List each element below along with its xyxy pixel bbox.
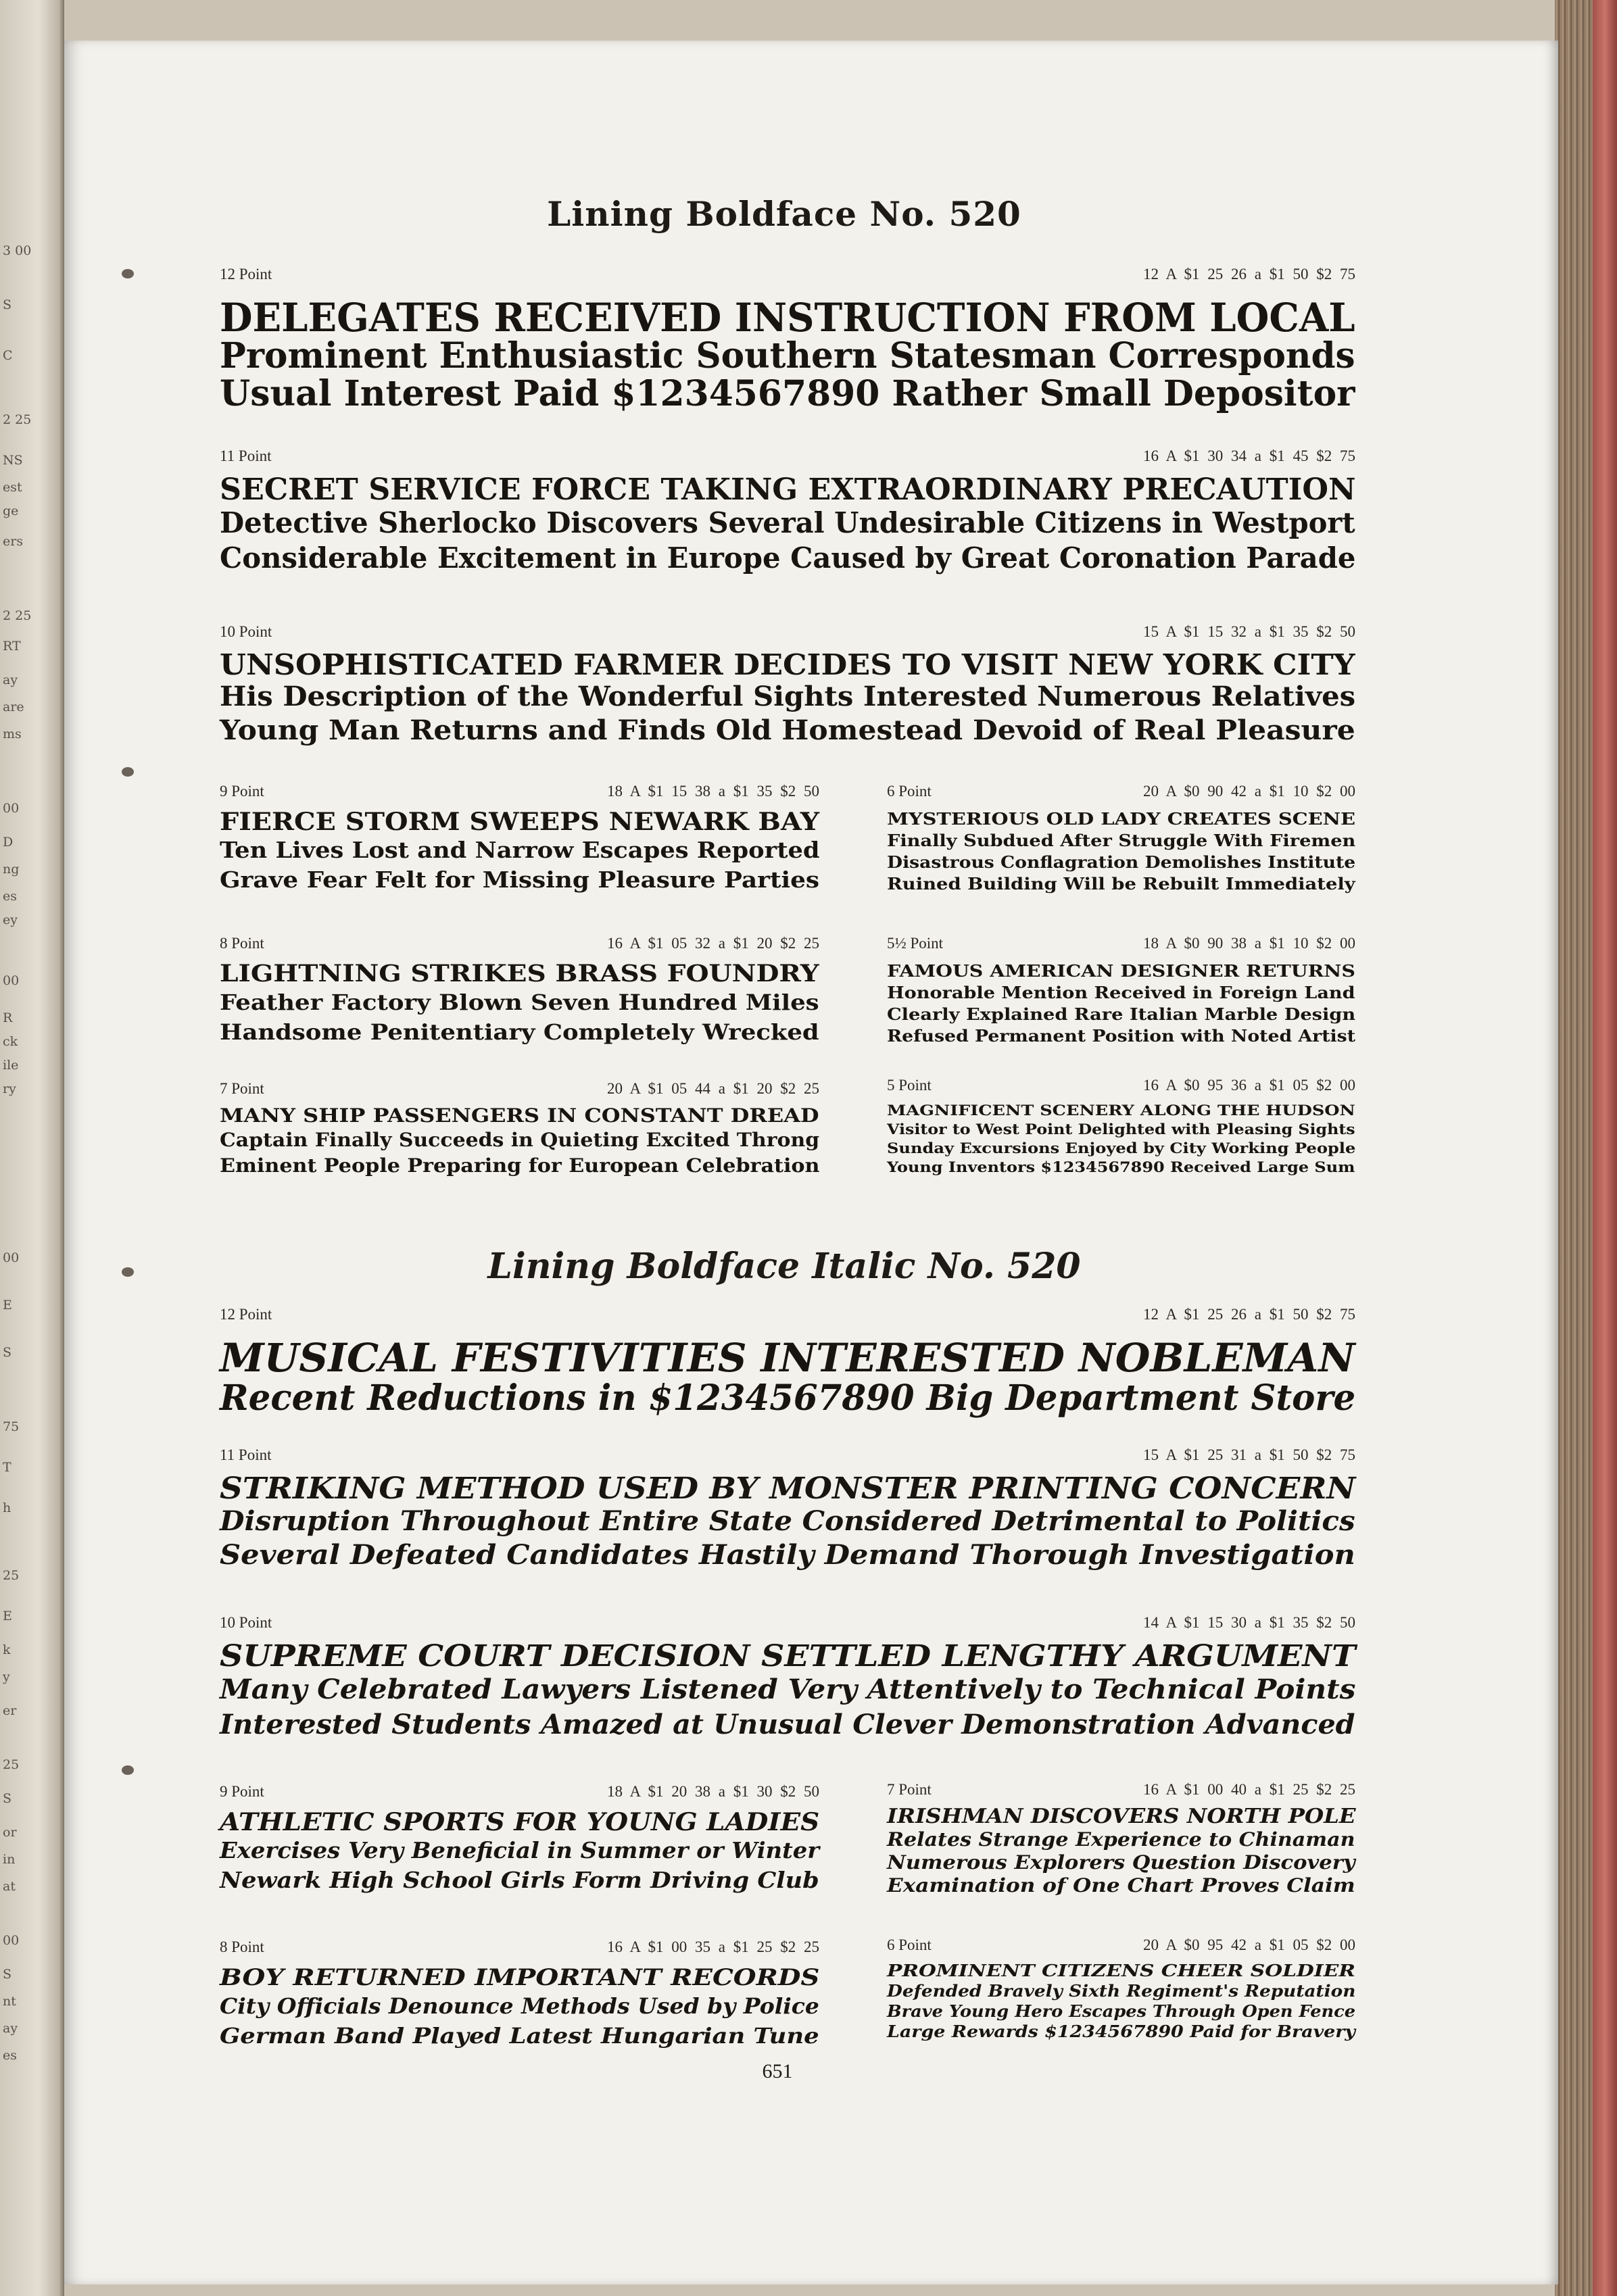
specimen-headline: LIGHTNING STRIKES BRASS FOUNDRY xyxy=(220,960,819,987)
margin-fragment: S xyxy=(3,1791,12,1806)
margin-fragment: es xyxy=(3,889,17,904)
margin-fragment: 00 xyxy=(3,973,20,988)
margin-fragment: es xyxy=(3,2048,17,2063)
price-label: 16 A $1 05 32 a $1 20 $2 25 xyxy=(606,935,819,952)
point-size-label: 10 Point xyxy=(220,1614,272,1631)
margin-fragment: ry xyxy=(3,1081,16,1096)
margin-fragment: ms xyxy=(3,727,22,741)
point-size-label: 12 Point xyxy=(220,266,272,283)
point-size-label: 7 Point xyxy=(220,1080,264,1097)
margin-fragment: D xyxy=(3,835,14,850)
specimen-line: Ruined Building Will be Rebuilt Immediately xyxy=(887,874,1355,894)
margin-fragment: 75 xyxy=(3,1419,20,1434)
specimen-line: Handsome Penitentiary Completely Wrecked xyxy=(220,1019,819,1045)
margin-fragment: RT xyxy=(3,639,21,654)
margin-fragment: y xyxy=(3,1669,10,1684)
margin-fragment: est xyxy=(3,480,22,495)
specimen-headline: BOY RETURNED IMPORTANT RECORDS xyxy=(220,1964,820,1991)
specimen-line: Grave Fear Felt for Missing Pleasure Parties xyxy=(220,866,820,893)
specimen-line: Examination of One Chart Proves Claim xyxy=(887,1874,1355,1897)
specimen-line: Exercises Very Beneficial in Summer or Winter xyxy=(220,1837,820,1863)
margin-fragment: R xyxy=(3,1010,13,1025)
margin-fragment: ng xyxy=(3,862,20,877)
specimen-line: Recent Reductions in $1234567890 Big Department Store xyxy=(220,1377,1356,1419)
margin-fragment: ge xyxy=(3,504,19,518)
specimen-line: Eminent People Preparing for European Celebration xyxy=(220,1154,820,1177)
specimen-line: His Description of the Wonderful Sights Interested Numerous Relatives xyxy=(220,681,1356,712)
point-size-label: 8 Point xyxy=(220,1938,264,1955)
section-title-italic: Lining Boldface Italic No. 520 xyxy=(487,1246,1081,1287)
price-label: 18 A $1 15 38 a $1 35 $2 50 xyxy=(606,783,819,800)
price-label: 15 A $1 25 31 a $1 50 $2 75 xyxy=(1142,1446,1355,1463)
specimen-line: Usual Interest Paid $1234567890 Rather Small Depositor xyxy=(220,373,1355,414)
price-label: 16 A $1 00 40 a $1 25 $2 25 xyxy=(1142,1781,1355,1798)
binding-stitch-icon xyxy=(122,767,134,777)
specimen-headline: SECRET SERVICE FORCE TAKING EXTRAORDINARY PRECAUTION xyxy=(220,472,1356,507)
specimen-line: Disastrous Conflagration Demolishes Institute xyxy=(887,852,1356,872)
point-size-label: 11 Point xyxy=(220,447,272,464)
margin-fragment: nt xyxy=(3,1994,16,2009)
point-size-label: 5½ Point xyxy=(887,935,944,952)
margin-fragment: at xyxy=(3,1879,16,1894)
margin-fragment: T xyxy=(3,1460,11,1475)
margin-fragment: S xyxy=(3,1345,12,1360)
margin-fragment: in xyxy=(3,1852,16,1867)
point-size-label: 9 Point xyxy=(220,783,264,800)
previous-page-edge xyxy=(0,0,64,2296)
specimen-headline: PROMINENT CITIZENS CHEER SOLDIER xyxy=(887,1961,1355,1980)
specimen-line: Many Celebrated Lawyers Listened Very Attentively to Technical Points xyxy=(220,1674,1356,1705)
price-label: 12 A $1 25 26 a $1 50 $2 75 xyxy=(1142,266,1355,283)
margin-fragment: h xyxy=(3,1500,11,1515)
specimen-line: German Band Played Latest Hungarian Tune xyxy=(220,2023,819,2049)
price-label: 15 A $1 15 32 a $1 35 $2 50 xyxy=(1142,623,1355,640)
point-size-label: 6 Point xyxy=(887,1936,932,1953)
margin-fragment: C xyxy=(3,348,13,363)
specimen-headline: MAGNIFICENT SCENERY ALONG THE HUDSON xyxy=(887,1102,1355,1119)
specimen-line: Disruption Throughout Entire State Considered Detrimental to Politics xyxy=(220,1505,1355,1537)
specimen-line: Ten Lives Lost and Narrow Escapes Reported xyxy=(220,837,820,863)
specimen-line: Visitor to West Point Delighted with Pleasing Sights xyxy=(887,1121,1355,1138)
margin-fragment: S xyxy=(3,1967,12,1982)
specimen-line: Refused Permanent Position with Noted Artist xyxy=(887,1026,1356,1046)
margin-fragment: ile xyxy=(3,1058,19,1073)
point-size-label: 11 Point xyxy=(220,1446,272,1463)
point-size-label: 12 Point xyxy=(220,1306,272,1323)
margin-fragment: ay xyxy=(3,673,18,687)
price-label: 16 A $1 00 35 a $1 25 $2 25 xyxy=(606,1938,819,1955)
point-size-label: 9 Point xyxy=(220,1783,264,1800)
margin-fragment: 3 00 xyxy=(3,243,32,258)
specimen-line: Clearly Explained Rare Italian Marble Design xyxy=(887,1004,1356,1024)
specimen-headline: STRIKING METHOD USED BY MONSTER PRINTING CONCERN xyxy=(220,1471,1356,1506)
specimen-line: Numerous Explorers Question Discovery xyxy=(887,1851,1355,1874)
section-title-roman: Lining Boldface No. 520 xyxy=(547,194,1021,234)
margin-fragment: E xyxy=(3,1609,12,1623)
point-size-label: 10 Point xyxy=(220,623,272,640)
specimen-line: Prominent Enthusiastic Southern Statesman Corresponds xyxy=(220,335,1355,376)
specimen-line: Captain Finally Succeeds in Quieting Excited Throng xyxy=(220,1129,820,1151)
specimen-line: Detective Sherlocko Discovers Several Undesirable Citizens in Westport xyxy=(220,506,1355,539)
margin-fragment: 2 25 xyxy=(3,608,32,623)
margin-fragment: are xyxy=(3,700,24,714)
specimen-line: Interested Students Amazed at Unusual Clever Demonstration Advanced xyxy=(220,1709,1355,1740)
margin-fragment: 2 25 xyxy=(3,412,32,427)
price-label: 18 A $1 20 38 a $1 30 $2 50 xyxy=(606,1783,819,1800)
page-stack-edge xyxy=(1555,0,1617,2296)
specimen-headline: FAMOUS AMERICAN DESIGNER RETURNS xyxy=(887,961,1355,981)
price-label: 20 A $0 95 42 a $1 05 $2 00 xyxy=(1142,1936,1355,1953)
point-size-label: 6 Point xyxy=(887,783,932,800)
margin-fragment: 25 xyxy=(3,1568,20,1583)
margin-fragment: 00 xyxy=(3,801,20,816)
specimen-headline: FIERCE STORM SWEEPS NEWARK BAY xyxy=(220,808,820,836)
point-size-label: 7 Point xyxy=(887,1781,932,1798)
binding-stitch-icon xyxy=(122,1765,134,1775)
price-label: 16 A $1 30 34 a $1 45 $2 75 xyxy=(1142,447,1355,464)
price-label: 18 A $0 90 38 a $1 10 $2 00 xyxy=(1142,935,1355,952)
specimen-line: Finally Subdued After Struggle With Firemen xyxy=(887,831,1356,850)
margin-fragment: 25 xyxy=(3,1757,20,1772)
specimen-line: Feather Factory Blown Seven Hundred Miles xyxy=(220,990,819,1015)
margin-fragment: 00 xyxy=(3,1250,20,1265)
margin-fragment: ay xyxy=(3,2021,18,2036)
specimen-line: Young Inventors $1234567890 Received Large Sum xyxy=(887,1158,1355,1175)
specimen-line: Newark High School Girls Form Driving Club xyxy=(220,1867,819,1893)
price-label: 20 A $0 90 42 a $1 10 $2 00 xyxy=(1142,783,1355,800)
margin-fragment: 00 xyxy=(3,1933,20,1948)
specimen-line: Considerable Excitement in Europe Caused by Great Coronation Parade xyxy=(220,541,1356,575)
page-number: 651 xyxy=(762,2060,793,2082)
margin-fragment: ck xyxy=(3,1034,18,1049)
specimen-line: Relates Strange Experience to Chinaman xyxy=(887,1828,1355,1851)
specimen-headline: MANY SHIP PASSENGERS IN CONSTANT DREAD xyxy=(220,1104,819,1127)
margin-fragment: E xyxy=(3,1298,12,1313)
specimen-headline: SUPREME COURT DECISION SETTLED LENGTHY ARGUMENT xyxy=(220,1639,1356,1674)
price-label: 14 A $1 15 30 a $1 35 $2 50 xyxy=(1142,1614,1355,1631)
margin-fragment: or xyxy=(3,1825,17,1840)
margin-fragment: S xyxy=(3,297,12,312)
price-label: 12 A $1 25 26 a $1 50 $2 75 xyxy=(1142,1306,1355,1323)
margin-fragment: NS xyxy=(3,453,23,468)
specimen-line: Brave Young Hero Escapes Through Open Fence xyxy=(887,2001,1356,2021)
price-label: 16 A $0 95 36 a $1 05 $2 00 xyxy=(1142,1077,1355,1094)
specimen-line: City Officials Denounce Methods Used by Police xyxy=(220,1993,819,2019)
margin-fragment: ers xyxy=(3,534,24,549)
specimen-headline: UNSOPHISTICATED FARMER DECIDES TO VISIT NEW YORK CITY xyxy=(220,648,1355,681)
specimen-headline: MYSTERIOUS OLD LADY CREATES SCENE xyxy=(887,809,1356,829)
point-size-label: 8 Point xyxy=(220,935,264,952)
margin-fragment: er xyxy=(3,1703,17,1718)
point-size-label: 5 Point xyxy=(887,1077,932,1094)
specimen-headline: MUSICAL FESTIVITIES INTERESTED NOBLEMAN xyxy=(220,1335,1355,1381)
specimen-headline: DELEGATES RECEIVED INSTRUCTION FROM LOCAL xyxy=(220,295,1355,341)
specimen-line: Defended Bravely Sixth Regiment's Reputation xyxy=(887,1981,1356,2001)
specimen-line: Large Rewards $1234567890 Paid for Bravery xyxy=(887,2022,1356,2041)
specimen-line: Young Man Returns and Finds Old Homestead Devoid of Real Pleasure xyxy=(220,714,1355,746)
specimen-headline: ATHLETIC SPORTS FOR YOUNG LADIES xyxy=(220,1808,820,1836)
red-page-edge xyxy=(1593,0,1617,2296)
specimen-headline: IRISHMAN DISCOVERS NORTH POLE xyxy=(887,1805,1356,1828)
specimen-line: Sunday Excursions Enjoyed by City Working People xyxy=(887,1140,1356,1156)
specimen-line: Several Defeated Candidates Hastily Demand Thorough Investigation xyxy=(220,1539,1355,1571)
price-label: 20 A $1 05 44 a $1 20 $2 25 xyxy=(606,1080,819,1097)
margin-fragment: ey xyxy=(3,912,18,927)
binding-stitch-icon xyxy=(122,1267,134,1277)
margin-fragment: k xyxy=(3,1642,11,1657)
binding-stitch-icon xyxy=(122,269,134,278)
specimen-line: Honorable Mention Received in Foreign Land xyxy=(887,983,1355,1002)
